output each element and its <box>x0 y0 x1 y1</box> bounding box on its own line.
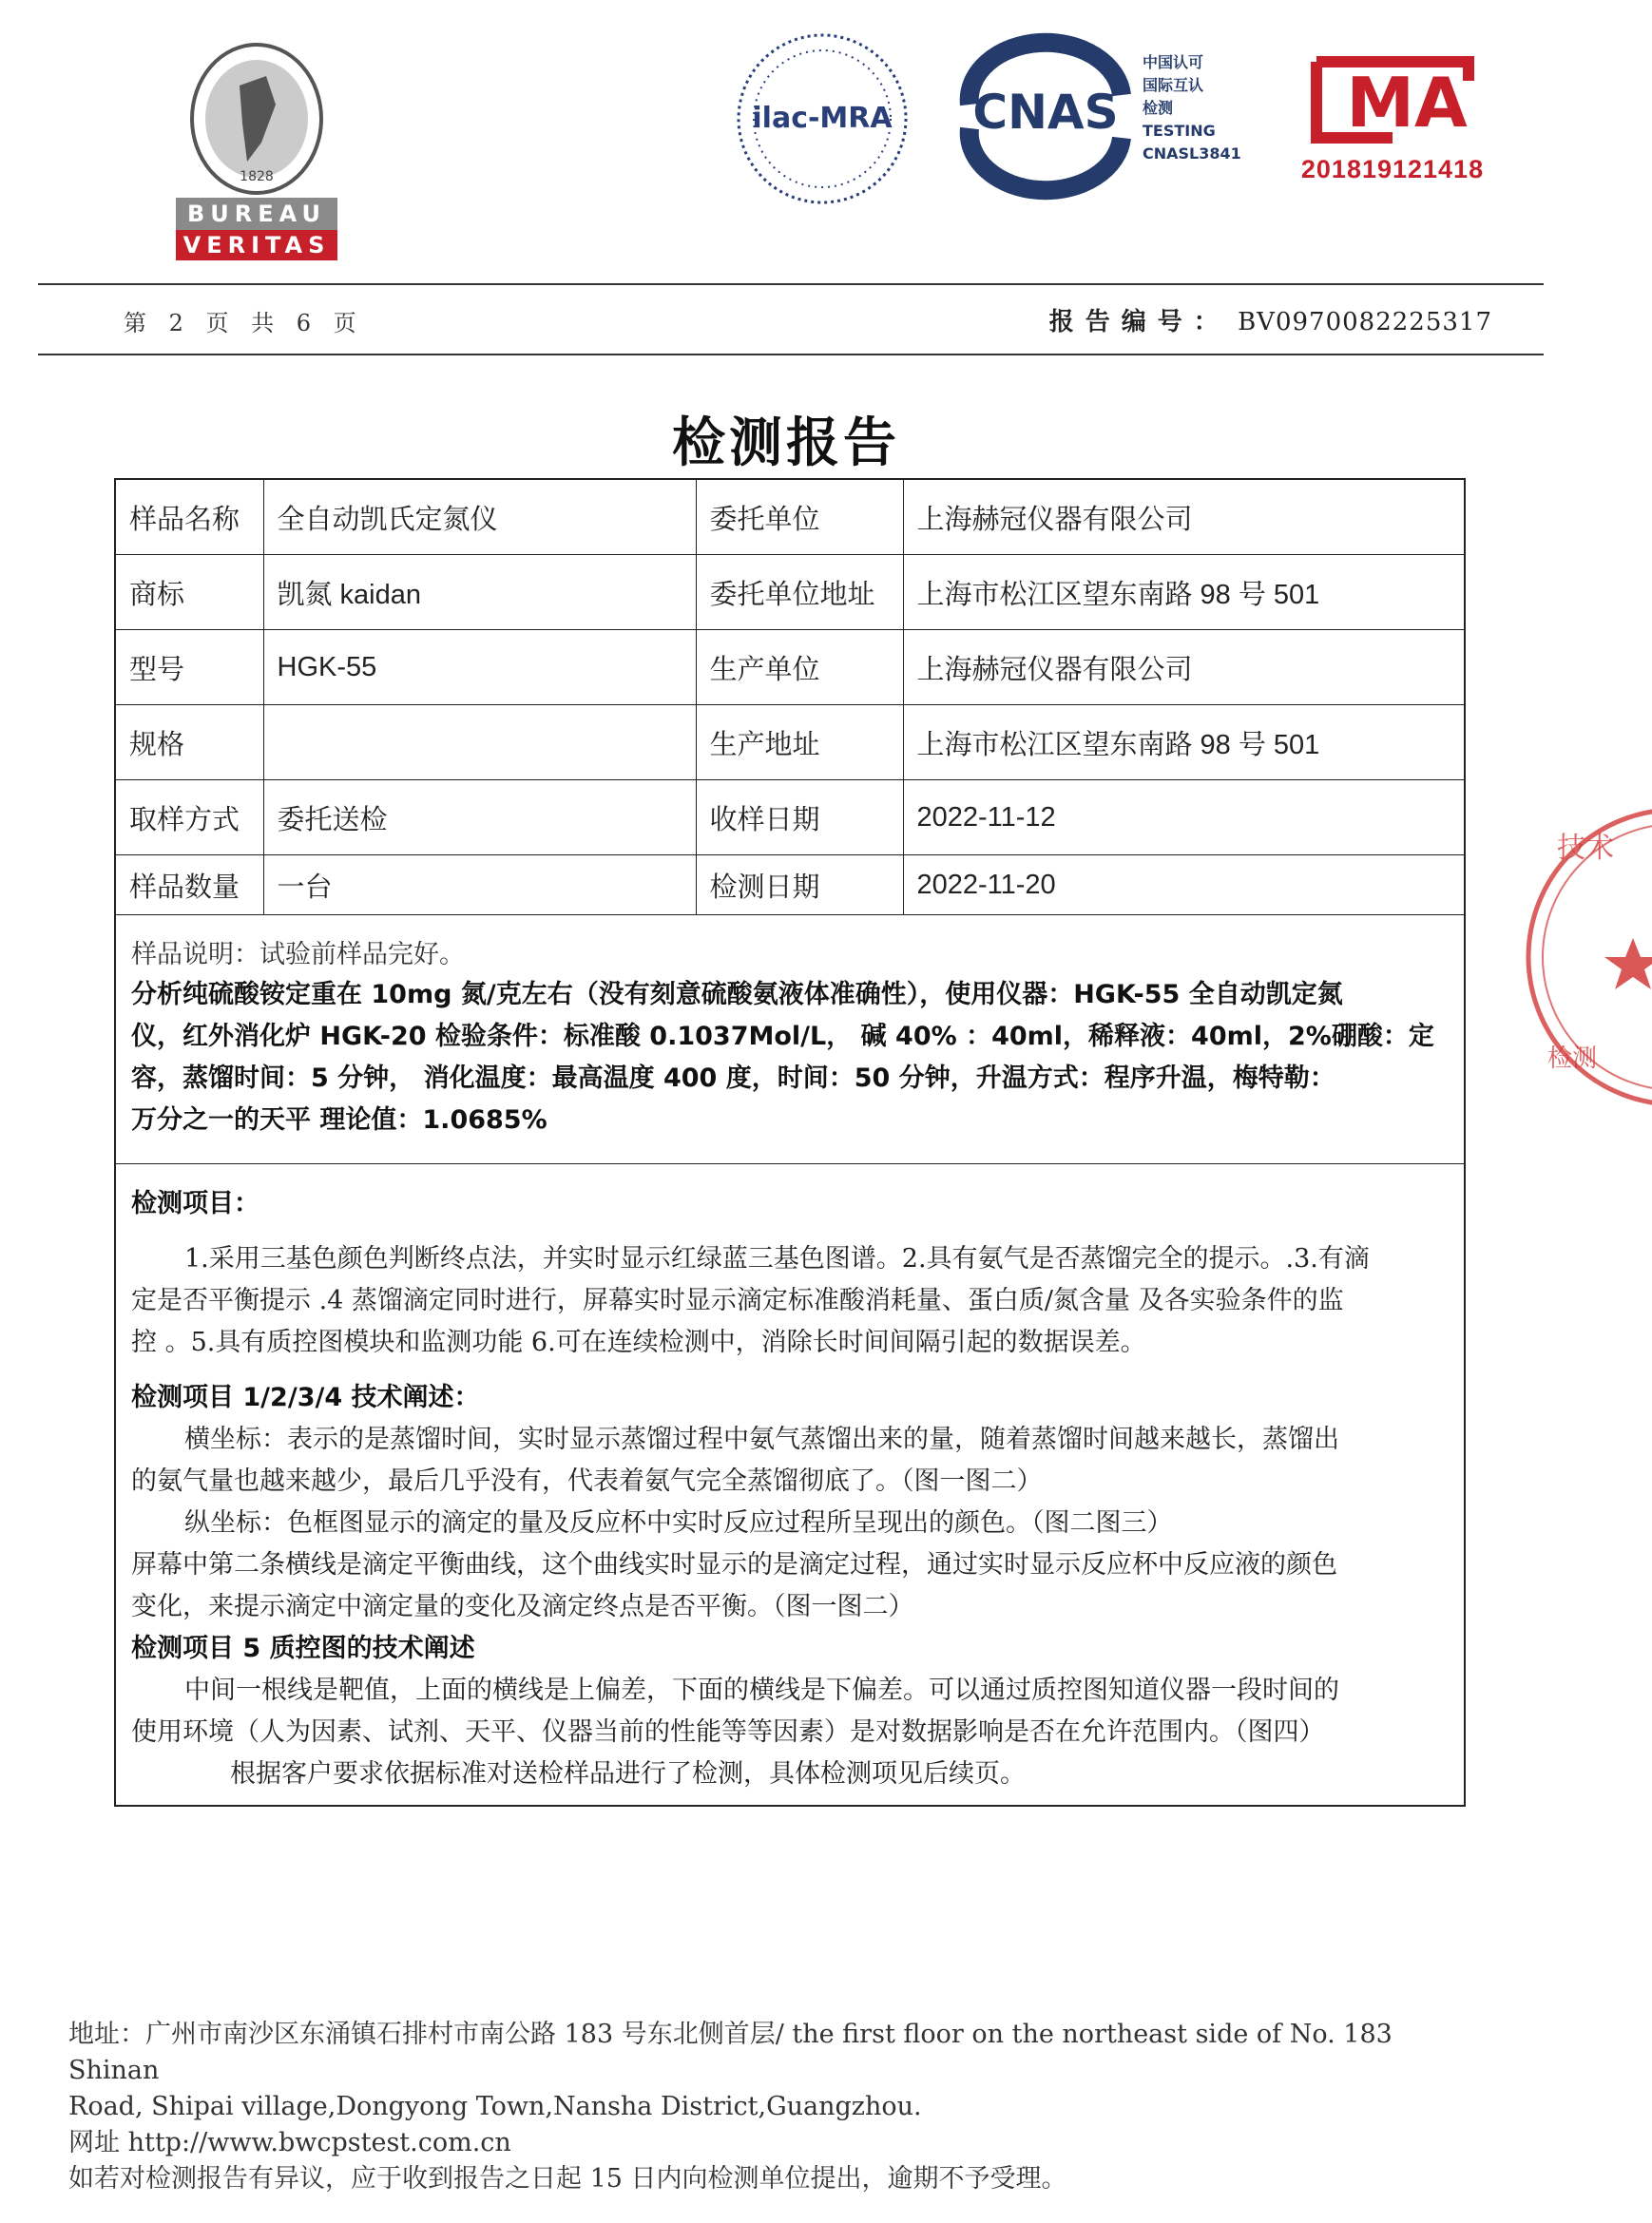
items-line: 屏幕中第二条横线是滴定平衡曲线，这个曲线实时显示的是滴定过程，通过实时显示反应杯中反应液的颜色 <box>131 1550 1337 1580</box>
row-value: 全自动凯氏定氮仪 <box>263 480 696 555</box>
stamp-text-1: 技术 <box>1557 832 1614 865</box>
sample-note: 样品说明：试验前样品完好。 <box>131 940 465 969</box>
items-heading: 检测项目： <box>131 1189 259 1218</box>
footer-address: 地址：广州市南沙区东涌镇石排村市南公路 183 号东北侧首层/ the first floor on the northeast side of No. 183 <box>68 2020 1393 2049</box>
items-heading-2: 检测项目 1/2/3/4 技术阐述： <box>131 1383 480 1412</box>
table-row <box>116 480 1464 555</box>
table-row <box>116 555 1464 630</box>
bv-line1: BUREAU <box>187 201 326 227</box>
footer <box>68 2017 1513 2197</box>
cnas-side-line: 检测 <box>1143 99 1174 117</box>
items-line: 的氨气量也越来越少，最后几乎没有，代表着氨气完全蒸馏彻底了。（图一图二） <box>131 1466 1043 1496</box>
cma-number: 201819121418 <box>1300 155 1485 183</box>
row-label: 收样日期 <box>696 780 903 855</box>
cnas-side-line: CNASL3841 <box>1143 144 1241 163</box>
row-label: 商标 <box>116 555 263 630</box>
sample-info-table <box>116 480 1464 915</box>
footer-address: Road, Shipai village,Dongyong Town,Nansha District,Guangzhou. <box>68 2092 922 2121</box>
row-value: HGK-55 <box>263 630 696 705</box>
row-value: 上海赫冠仪器有限公司 <box>903 630 1464 705</box>
bv-year: 1828 <box>240 169 274 184</box>
cnas-logo <box>951 38 1264 190</box>
items-line: 定是否平衡提示 .4 蒸馏滴定同时进行，屏幕实时显示滴定标准酸消耗量、蛋白质/氮含量 及各实验条件的监 <box>131 1286 1344 1315</box>
stamp-text-2: 检测 <box>1547 1044 1598 1073</box>
report-number <box>1049 302 1492 337</box>
cnas-side-line: TESTING <box>1143 122 1216 140</box>
analysis-line: 仪，红外消化炉 HGK-20 检验条件：标准酸 0.1037Mol/L， 碱 40% ：40ml，稀释液：40ml，2%硼酸：定 <box>131 1022 1434 1051</box>
row-value: 凯氮 kaidan <box>263 555 696 630</box>
row-label: 取样方式 <box>116 780 263 855</box>
items-line: 变化，来提示滴定中滴定量的变化及滴定终点是否平衡。（图一图二） <box>131 1592 914 1621</box>
row-label: 生产地址 <box>696 705 903 780</box>
report-number-label: 报告编号： <box>1048 308 1230 336</box>
row-value: 上海市松江区望东南路 98 号 501 <box>903 555 1464 630</box>
row-label: 样品名称 <box>116 480 263 555</box>
table-row <box>116 780 1464 855</box>
row-value: 2022-11-20 <box>903 855 1464 915</box>
row-label: 委托单位地址 <box>696 555 903 630</box>
footer-address: Shinan <box>68 2056 160 2085</box>
row-value: 一台 <box>263 855 696 915</box>
analysis-line: 万分之一的天平 理论值：1.0685% <box>131 1105 547 1135</box>
items-line: 1.采用三基色颜色判断终点法，并实时显示红绿蓝三基色图谱。2.具有氨气是否蒸馏完全的提示。.3.有滴 <box>184 1244 1370 1274</box>
items-line: 横坐标：表示的是蒸馏时间，实时显示蒸馏过程中氨气蒸馏出来的量，随着蒸馏时间越来越长，蒸馏出 <box>184 1425 1339 1454</box>
ilac-mra-logo <box>732 29 912 209</box>
bv-line2: VERITAS <box>182 232 331 259</box>
header-rule-bottom <box>38 354 1544 355</box>
row-value: 上海市松江区望东南路 98 号 501 <box>903 705 1464 780</box>
cnas-side-line: 国际互认 <box>1143 76 1204 94</box>
items-heading-3: 检测项目 5 质控图的技术阐述 <box>131 1634 475 1663</box>
table-row <box>116 630 1464 705</box>
bureau-veritas-logo <box>152 29 361 266</box>
seal-stamp <box>1519 800 1652 1114</box>
cnas-text: CNAS <box>972 85 1119 140</box>
report-number-value: BV0970082225317 <box>1238 308 1492 336</box>
row-label: 样品数量 <box>116 855 263 915</box>
header-rule-top <box>38 283 1544 285</box>
row-label: 生产单位 <box>696 630 903 705</box>
row-label: 委托单位 <box>696 480 903 555</box>
report-frame <box>114 478 1466 1807</box>
analysis-line: 容，蒸馏时间：5 分钟， 消化温度：最高温度 400 度，时间：50 分钟，升温方式：程序升温，梅特勒： <box>131 1064 1335 1093</box>
row-label: 型号 <box>116 630 263 705</box>
items-line: 控 。5.具有质控图模块和监测功能 6.可在连续检测中，消除长时间间隔引起的数据误差。 <box>131 1328 1146 1357</box>
logo-row <box>0 0 1572 285</box>
footer-website: 网址 http://www.bwcpstest.com.cn <box>68 2128 511 2157</box>
analysis-line: 分析纯硫酸铵定重在 10mg 氮/克左右（没有刻意硫酸氨液体准确性），使用仪器：HGK-55 全自动凯定氮 <box>131 980 1343 1009</box>
row-value: 上海赫冠仪器有限公司 <box>903 480 1464 555</box>
footer-notice: 如若对检测报告有异议，应于收到报告之日起 15 日内向检测单位提出，逾期不予受理。 <box>68 2164 1067 2194</box>
items-line: 中间一根线是靶值，上面的横线是上偏差，下面的横线是下偏差。可以通过质控图知道仪器一段时间的 <box>184 1676 1339 1705</box>
items-line: 纵坐标：色框图显示的滴定的量及反应杯中实时反应过程所呈现出的颜色。（图二图三） <box>184 1508 1173 1538</box>
cma-text: MA <box>1346 63 1468 143</box>
page-title: 检测报告 <box>672 412 900 474</box>
page-info: 第 2 页 共 6 页 <box>124 310 364 336</box>
items-closing: 根据客户要求依据标准对送检样品进行了检测，具体检测项见后续页。 <box>230 1759 1026 1789</box>
cma-logo <box>1278 52 1507 195</box>
ilac-text: ilac-MRA <box>752 102 893 135</box>
row-label: 检测日期 <box>696 855 903 915</box>
row-value: 委托送检 <box>263 780 696 855</box>
table-row <box>116 705 1464 780</box>
table-row <box>116 855 1464 915</box>
row-value <box>263 705 696 780</box>
row-label: 规格 <box>116 705 263 780</box>
cnas-side-line: 中国认可 <box>1143 53 1204 71</box>
sample-description <box>116 915 1464 1164</box>
row-value: 2022-11-12 <box>903 780 1464 855</box>
items-line: 使用环境（人为因素、试剂、天平、仪器当前的性能等等因素）是对数据影响是否在允许范围内。（图四） <box>131 1717 1325 1747</box>
test-items <box>116 1183 1464 1795</box>
